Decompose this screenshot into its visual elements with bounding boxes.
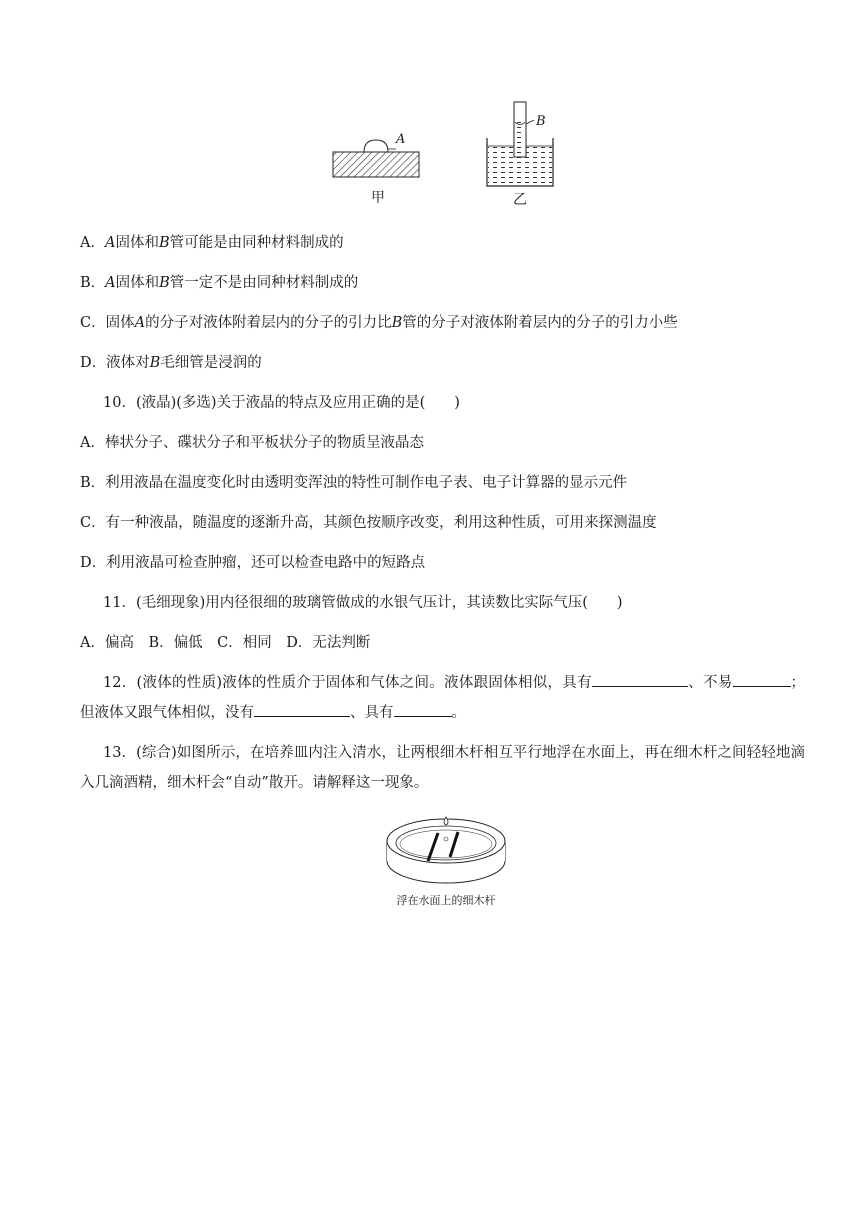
caption-jia: 甲 xyxy=(371,190,385,206)
q9-option-c: C．固体A的分子对液体附着层内的分子的引力比B管的分子对液体附着层内的分子的引力小些 xyxy=(80,315,678,331)
q11-stem: 11．(毛细现象)用内径很细的玻璃管做成的水银气压计，其读数比实际气压( ) xyxy=(103,595,623,611)
q10-option-d: D．利用液晶可检查肿瘤，还可以检查电路中的短路点 xyxy=(80,555,426,571)
label-b: B xyxy=(536,114,546,129)
q12-blank-2[interactable] xyxy=(733,672,791,687)
q13-text: 13．(综合)如图所示，在培养皿内注入清水，让两根细木杆相互平行地浮在水面上，再在细木杆之间轻轻地滴入几滴酒精，细木杆会“自动”散开。请解释这一现象。 xyxy=(80,745,805,791)
q10-option-b: B．利用液晶在温度变化时由透明变浑浊的特性可制作电子表、电子计算器的显示元件 xyxy=(80,475,628,491)
q10-option-a: A．棒状分子、碟状分子和平板状分子的物质呈液晶态 xyxy=(80,435,424,451)
q9-option-b: B．A固体和B管一定不是由同种材料制成的 xyxy=(80,275,359,291)
q12-blank-3[interactable] xyxy=(254,702,350,717)
petri-dish-figure xyxy=(384,803,508,889)
q12-blank-1[interactable] xyxy=(592,672,688,687)
q12-blank-4[interactable] xyxy=(394,702,452,717)
q11-options: A．偏高 B．偏低 C．相同 D．无法判断 xyxy=(80,635,371,651)
q12-text: 12．(液体的性质)液体的性质介于固体和气体之间。液体跟固体相似，具有 、不易 ；但液体又跟气体相似，没有 、具有 。 xyxy=(80,668,805,728)
caption-yi: 乙 xyxy=(513,192,527,208)
q9-option-d: D．液体对B毛细管是浸润的 xyxy=(80,355,262,371)
label-a: A xyxy=(396,132,406,147)
figure-jia xyxy=(330,130,422,182)
q10-stem: 10．(液晶)(多选)关于液晶的特点及应用正确的是( ) xyxy=(103,395,460,411)
q9-option-a: A．A固体和B管可能是由同种材料制成的 xyxy=(80,235,344,251)
q10-option-c: C．有一种液晶，随温度的逐渐升高，其颜色按顺序改变，利用这种性质，可用来探测温度 xyxy=(80,515,657,531)
petri-dish-caption: 浮在水面上的细木杆 xyxy=(396,894,496,907)
